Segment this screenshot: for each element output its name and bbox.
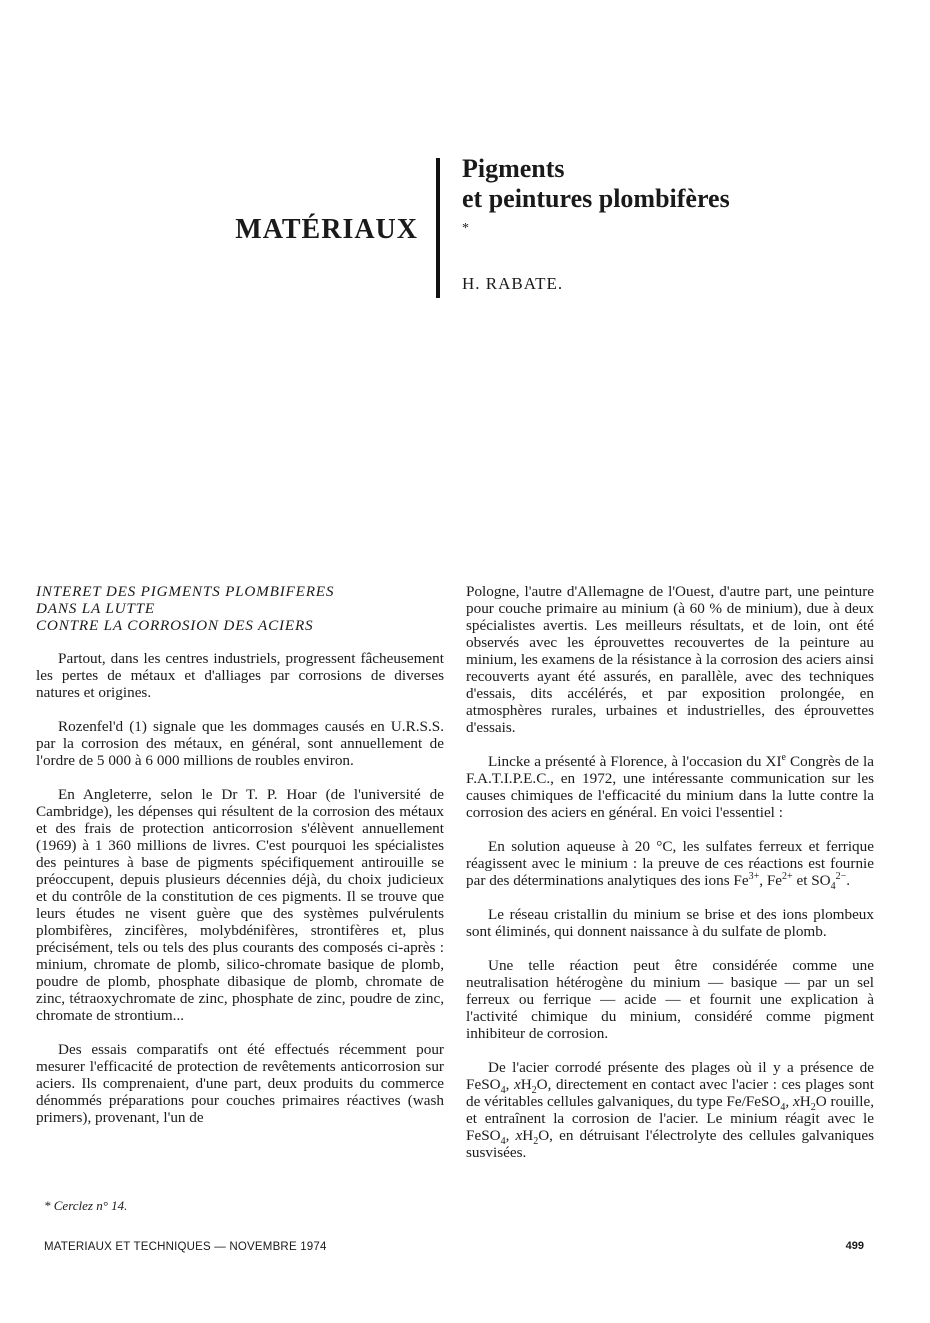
section-label: MATÉRIAUX xyxy=(235,214,418,245)
text-run: et SO xyxy=(792,872,831,889)
section-heading-line-3: CONTRE LA CORROSION DES ACIERS xyxy=(36,617,314,634)
title-footnote-marker: * xyxy=(462,221,469,236)
text-run: En solution aqueuse à 20 °C, les sulfates ferreux et ferrique réagissent avec le minium : la preuve de ces réactions est fournie par des déterminations analytiques des ions Fe xyxy=(466,838,874,889)
paragraph: Le réseau cristallin du minium se brise et des ions plombeux sont éliminés, qui donnent naissance à du sulfate de plomb. xyxy=(466,906,874,940)
text-run: O, directement en contact avec l'acier : ces plages sont de véritables cellules galvaniques, du type Fe/FeSO xyxy=(466,1076,874,1110)
paragraph: Rozenfel'd (1) signale que les dommages causés en U.R.S.S. par la corrosion des métaux, en général, sont annuellement de l'ordre de 5 000 à 6 000 millions de roubles environ. xyxy=(36,718,444,769)
text-run: , xyxy=(505,1127,516,1144)
paragraph: Une telle réaction peut être considérée comme une neutralisation hétérogène du minium — basique — par un sel ferreux ou ferrique — acide — et fournit une explication à l'activité chimique du minium, considéré comme pigment inhibiteur de corrosion. xyxy=(466,957,874,1042)
text-run: O, en détruisant l'électrolyte des cellules galvaniques susvisées. xyxy=(466,1127,874,1161)
italic-variable: x xyxy=(515,1127,523,1144)
author: H. RABATE. xyxy=(462,274,564,293)
title-line-2-text: et peintures plombifères xyxy=(462,184,730,213)
journal-footer: MATERIAUX ET TECHNIQUES — NOVEMBRE 1974 xyxy=(44,1241,327,1253)
subscript: 4 xyxy=(830,881,836,893)
paragraph xyxy=(466,838,874,893)
text-run: Lincke a présenté à Florence, à l'occasion du XI xyxy=(488,753,782,770)
text-run: H xyxy=(520,1076,532,1093)
superscript: e xyxy=(781,751,786,763)
text-run: . xyxy=(846,872,851,889)
section-heading-line-1: INTERET DES PIGMENTS PLOMBIFERES xyxy=(36,583,335,600)
title-line-2 xyxy=(462,184,730,244)
subscript: 4 xyxy=(500,1136,506,1148)
left-column xyxy=(36,583,444,1143)
italic-variable: x xyxy=(513,1076,521,1093)
text-run: , xyxy=(505,1076,514,1093)
paragraph: Pologne, l'autre d'Allemagne de l'Ouest, d'autre part, une peinture pour couche primaire au minium (à 60 % de minium), due à deux spécialistes avertis. Les meilleurs résultats, et de loin, ont été observés avec les éprouvettes recouvertes de la peinture au minium, les examens de la résistance à la corrosion des aciers ainsi recouverts ayant été assurés, en parallèle, avec des techniques d'essais, dits accélérés, et par exposition prolongée, en atmosphères rurales, urbaines et industrielles, des éprouvettes d'essais. xyxy=(466,583,874,736)
section-heading-line-2: DANS LA LUTTE xyxy=(36,600,155,617)
text-run: Congrès de la F.A.T.I.P.E.C., en 1972, une intéressante communication sur les causes chimiques de l'efficacité du minium dans la lutte contre la corrosion des aciers en général. En voici l'essentiel : xyxy=(466,753,874,821)
title-line-1: Pigments xyxy=(462,154,565,183)
subscript: 2 xyxy=(533,1136,539,1148)
paragraph: Des essais comparatifs ont été effectués récemment pour mesurer l'efficacité de protection de revêtements anticorrosion sur aciers. Ils comprenaient, d'une part, deux produits du commerce dénommés préparations pour couches primaires réactives (wash primers), provenant, l'un de xyxy=(36,1041,444,1126)
text-run: De l'acier corrodé présente des plages où il y a présence de FeSO xyxy=(466,1059,874,1093)
superscript: 2− xyxy=(835,870,847,882)
superscript: 2+ xyxy=(782,870,793,882)
text-run: O rouille, et entraînent la corrosion de l'acier. Le minium réagit avec le FeSO xyxy=(466,1093,874,1144)
subscript: 2 xyxy=(531,1085,537,1097)
page-number: 499 xyxy=(845,1240,864,1252)
text-run: H xyxy=(799,1093,811,1110)
superscript: 3+ xyxy=(748,870,760,882)
text-run: , xyxy=(785,1093,794,1110)
subscript: 2 xyxy=(810,1102,816,1114)
paragraph xyxy=(466,1059,874,1161)
section-heading xyxy=(36,583,444,634)
paragraph xyxy=(466,753,874,821)
header-divider xyxy=(436,158,440,298)
subscript: 4 xyxy=(780,1102,786,1114)
article-title xyxy=(462,154,730,244)
subscript: 4 xyxy=(500,1085,506,1097)
paragraph: Partout, dans les centres industriels, progressent fâcheusement les pertes de métaux et d'alliages par corrosions de diverses natures et origines. xyxy=(36,650,444,701)
text-run: H xyxy=(522,1127,534,1144)
footnote: * Cerclez n° 14. xyxy=(44,1198,128,1213)
italic-variable: x xyxy=(793,1093,800,1110)
text-run: , Fe xyxy=(759,872,783,889)
paragraph: En Angleterre, selon le Dr T. P. Hoar (de l'université de Cambridge), les dépenses qui résultent de la corrosion des métaux et des frais de protection anticorrosion s'élèvent annuellement (1969) à 1 360 millions de livres. C'est pourquoi les spécialistes des peintures à base de pigments spécifiquement antirouille se préoccupent, depuis plusieurs décennies déjà, du choix judicieux et du contrôle de la constitution de ces pigments. Il se trouve que leurs études ne visent guère que des systèmes pulvérulents plombifères, zincifères, molybdénifères, strontifères et, plus précisément, tels ou tels des plus courants des composés ci-après : minium, chromate de plomb, silico-chromate basique de plomb, poudre de plomb, phosphate dibasique de plomb, chromate de zinc, tétraoxychromate de zinc, phosphate de zinc, poudre de zinc, chromate de strontium... xyxy=(36,786,444,1024)
right-column xyxy=(466,583,874,1178)
